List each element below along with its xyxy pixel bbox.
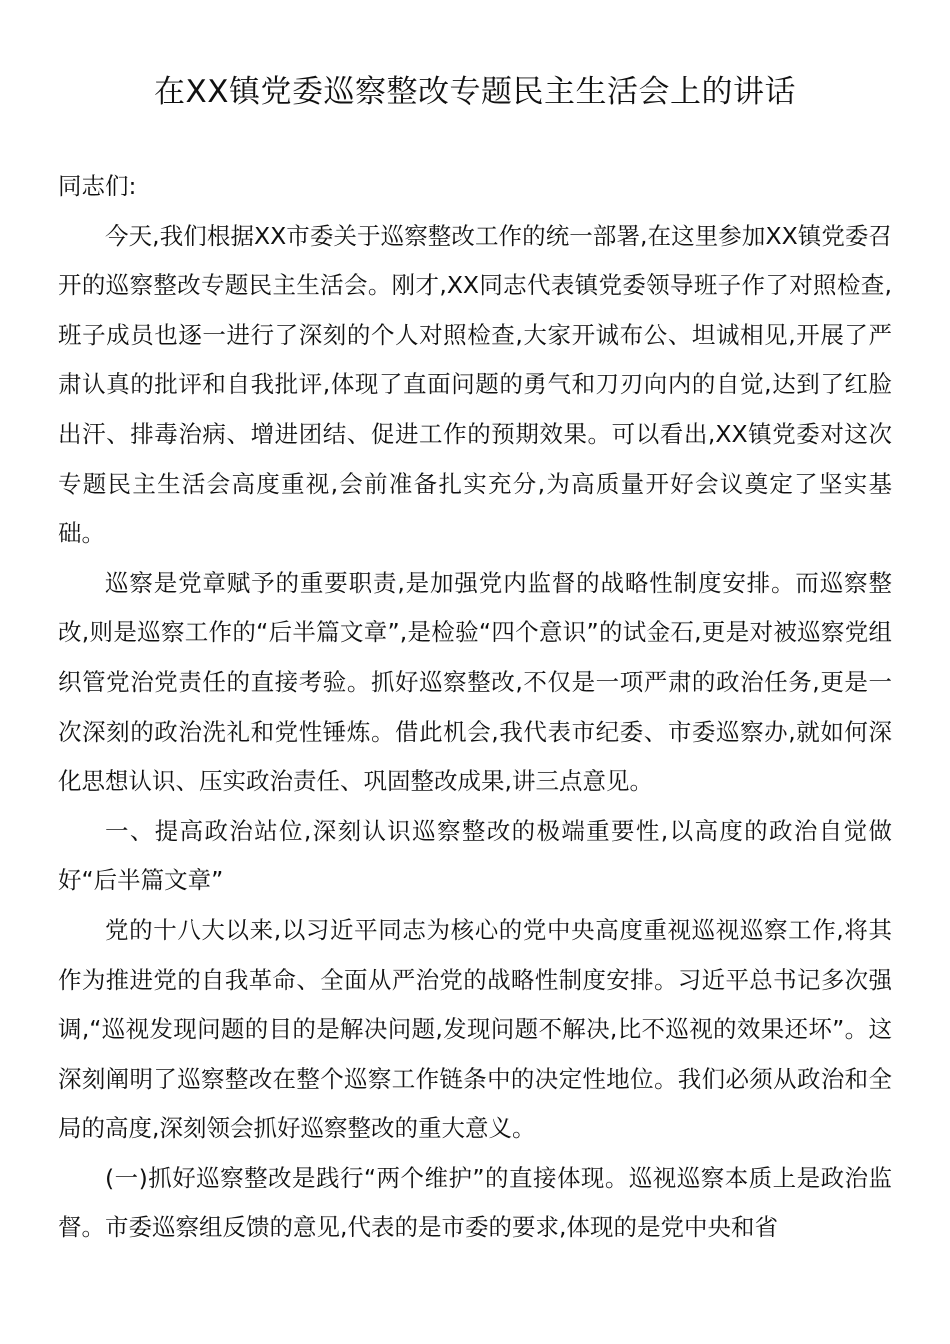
salutation: 同志们: [58,172,137,200]
paragraph-opening: 今天,我们根据XX市委关于巡察整改工作的统一部署,在这里参加XX镇党委召开的巡察整改专题民主生活会。刚才,XX同志代表镇党委领导班子作了对照检查,班子成员也逐一进行了深刻的个人对照检查,大家开诚布公、坦诚相见,开展了严肃认真的批评和自我批评,体现了直面问题的勇气和刀刃向内的自觉,达到了红脸出汗、排毒治病、增进团结、促进工作的预期效果。可以看出,XX镇党委对这次专题民主生活会高度重视,会前准备扎实充分,为高质量开好会议奠定了坚实基础。 [58,221,892,548]
paragraph-party-central: 党的十八大以来,以习近平同志为核心的党中央高度重视巡视巡察工作,将其作为推进党的自我革命、全面从严治党的战略性制度安排。习近平总书记多次强调,“巡视发现问题的目的是解决问题,发现问题不解决,比不巡视的效果还坏”。这深刻阐明了巡察整改在整个巡察工作链条中的决定性地位。我们必须从政治和全局的高度,深刻领会抓好巡察整改的重大意义。 [58,915,892,1143]
paragraph-subsection-one: (一)抓好巡察整改是践行“两个维护”的直接体现。巡视巡察本质上是政治监督。市委巡察组反馈的意见,代表的是市委的要求,体现的是党中央和省 [58,1163,892,1242]
document-title: 在XX镇党委巡察整改专题民主生活会上的讲话 [154,74,796,110]
section-heading-one: 一、提高政治站位,深刻认识巡察整改的极端重要性,以高度的政治自觉做好“后半篇文章” [58,816,892,895]
paragraph-inspection-duty: 巡察是党章赋予的重要职责,是加强党内监督的战略性制度安排。而巡察整改,则是巡察工作的“后半篇文章”,是检验“四个意识”的试金石,更是对被巡察党组织管党治党责任的直接考验。抓好巡察整改,不仅是一项严肃的政治任务,更是一次深刻的政治洗礼和党性锤炼。借此机会,我代表市纪委、市委巡察办,就如何深化思想认识、压实政治责任、巩固整改成果,讲三点意见。 [58,568,892,796]
